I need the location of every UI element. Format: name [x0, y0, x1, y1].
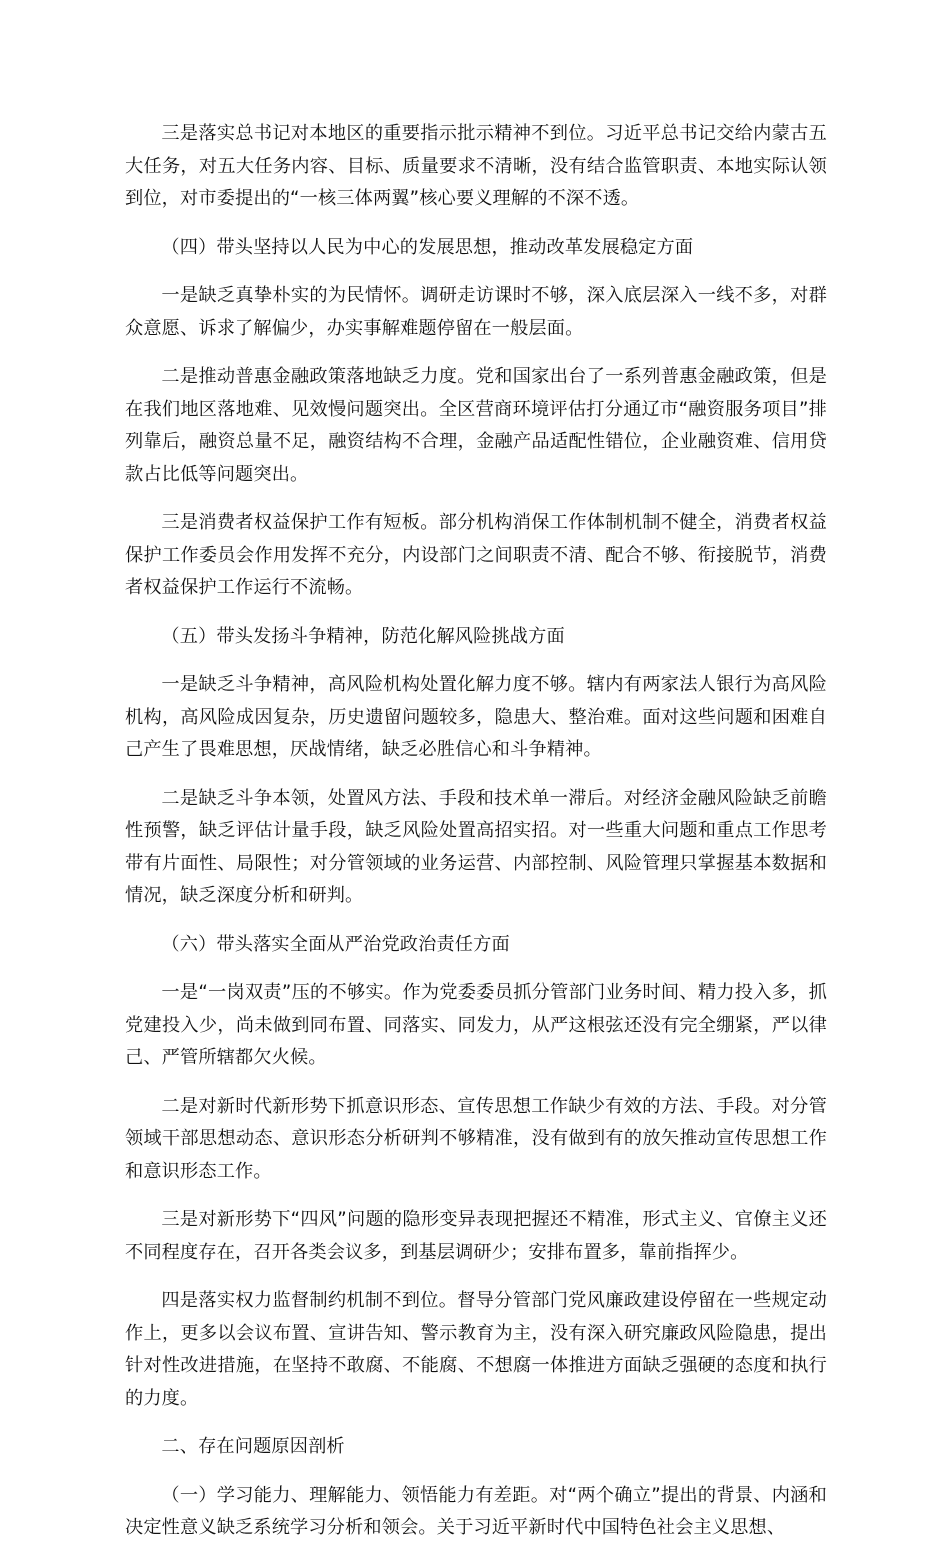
paragraph-1: 三是落实总书记对本地区的重要指示批示精神不到位。习近平总书记交给内蒙古五大任务，对五大任务内容、目标、质量要求不清晰，没有结合监管职责、本地实际认领到位，对市委提出的“一核三体两翼”核心要义理解的不深不透。 — [125, 123, 827, 209]
section-heading-5: （五）带头发扬斗争精神，防范化解风险挑战方面 — [161, 625, 565, 647]
paragraph-2: 一是缺乏真挚朴实的为民情怀。调研走访课时不够，深入底层深入一线不多，对群众意愿、诉求了解偏少，办实事解难题停留在一般层面。 — [125, 285, 827, 339]
paragraph-6: 二是缺乏斗争本领，处置风方法、手段和技术单一滞后。对经济金融风险缺乏前瞻性预警，缺乏评估计量手段，缺乏风险处置高招实招。对一些重大问题和重点工作思考带有片面性、局限性；对分管领域的业务运营、内部控制、风险管理只掌握基本数据和情况，缺乏深度分析和研判。 — [125, 787, 827, 906]
paragraph-5: 一是缺乏斗争精神，高风险机构处置化解力度不够。辖内有两家法人银行为高风险机构，高风险成因复杂，历史遗留问题较多，隐患大、整治难。面对这些问题和困难自己产生了畏难思想，厌战情绪，缺乏必胜信心和斗争精神。 — [125, 674, 827, 760]
document-page — [125, 118, 827, 1561]
section-heading-6: （六）带头落实全面从严治党政治责任方面 — [161, 933, 510, 955]
paragraph-3: 二是推动普惠金融政策落地缺乏力度。党和国家出台了一系列普惠金融政策，但是在我们地区落地难、见效慢问题突出。全区营商环境评估打分通辽市“融资服务项目”排列靠后，融资总量不足，融资结构不合理，金融产品适配性错位，企业融资难、信用贷款占比低等问题突出。 — [125, 366, 827, 485]
paragraph-4: 三是消费者权益保护工作有短板。部分机构消保工作体制机制不健全，消费者权益保护工作委员会作用发挥不充分，内设部门之间职责不清、配合不够、衔接脱节，消费者权益保护工作运行不流畅。 — [125, 512, 827, 598]
paragraph-10: 四是落实权力监督制约机制不到位。督导分管部门党风廉政建设停留在一些规定动作上，更多以会议布置、宣讲告知、警示教育为主，没有深入研究廉政风险隐患，提出针对性改进措施，在坚持不敢腐、不能腐、不想腐一体推进方面缺乏强硬的态度和执行的力度。 — [125, 1290, 827, 1409]
paragraph-9: 三是对新形势下“四风”问题的隐形变异表现把握还不精准，形式主义、官僚主义还不同程度存在，召开各类会议多，到基层调研少；安排布置多，靠前指挥少。 — [125, 1209, 827, 1263]
paragraph-8: 二是对新时代新形势下抓意识形态、宣传思想工作缺少有效的方法、手段。对分管领域干部思想动态、意识形态分析研判不够精准，没有做到有的放矢推动宣传思想工作和意识形态工作。 — [125, 1095, 827, 1182]
paragraph-7: 一是“一岗双责”压的不够实。作为党委委员抓分管部门业务时间、精力投入多，抓党建投入少，尚未做到同布置、同落实、同发力，从严这根弦还没有完全绷紧，严以律己、严管所辖都欠火候。 — [125, 982, 827, 1068]
section-heading-two: 二、存在问题原因剖析 — [161, 1436, 345, 1457]
paragraph-11: （一）学习能力、理解能力、领悟能力有差距。对“两个确立”提出的背景、内涵和决定性意义缺乏系统学习分析和领会。关于习近平新时代中国特色社会主义思想、 — [125, 1484, 827, 1538]
section-heading-4: （四）带头坚持以人民为中心的发展思想，推动改革发展稳定方面 — [161, 236, 694, 258]
